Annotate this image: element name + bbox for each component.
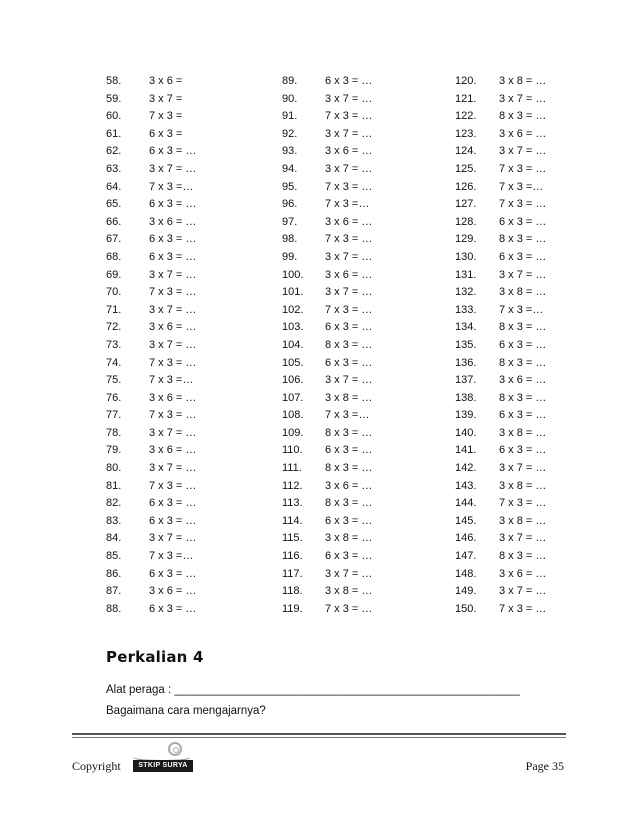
problem-number: 145. [455,514,477,527]
problem-number: 94. [282,162,298,175]
problem-number: 116. [282,550,303,563]
problem-expression: 7 x 3 =… [325,409,370,422]
problem-expression: 8 x 3 = … [499,110,547,123]
problem-number: 86. [106,567,122,580]
problem-expression: 3 x 8 = … [499,514,547,527]
problem-number: 147. [455,550,477,563]
problem-number: 134. [455,321,477,334]
problem-expression: 6 x 3 = … [499,338,547,351]
problem-expression: 3 x 6 = … [149,321,197,334]
problem-expression: 6 x 3 = … [325,550,373,563]
problem-number: 126. [455,180,477,193]
problem-expression: 8 x 3 = … [499,550,547,563]
problem-number: 130. [455,250,477,263]
problem-number: 115. [282,532,303,545]
problem-number: 102. [282,303,304,316]
problem-expression: 6 x 3 = … [149,602,197,615]
problem-number: 120. [455,75,477,87]
problem-expression: 3 x 7 = … [499,268,547,281]
problem-expression: 7 x 3 = … [325,303,373,316]
problem-number: 110. [282,444,303,457]
problem-expression: 8 x 3 = … [499,321,547,334]
problem-expression: 3 x 7 = … [325,250,373,263]
problem-expression: 7 x 3 =… [499,303,544,316]
problem-expression: 8 x 3 = … [325,338,373,351]
problem-number: 146. [455,532,477,545]
problem-expression: 6 x 3 = … [499,215,547,228]
problem-number: 84. [106,532,122,545]
footer-copyright: Copyright [72,759,121,773]
problem-expression: 6 x 3 = … [499,409,547,422]
problem-expression: 6 x 3 = … [325,444,373,457]
problem-number: 128. [455,215,477,228]
problem-expression: 6 x 3 = … [149,497,197,510]
problem-number: 76. [106,391,122,404]
problem-expression: 3 x 7 = … [149,462,197,475]
problem-expression: 3 x 6 = … [149,391,197,404]
problem-expression: 7 x 3 = … [499,198,547,211]
problem-expression: 3 x 8 = … [325,585,373,598]
problem-expression: 7 x 3 = … [499,602,547,615]
problem-number: 104. [282,338,304,351]
problem-expression: 3 x 8 = … [499,479,547,492]
problem-expression: 6 x 3 = … [149,567,197,580]
problem-expression: 3 x 7 = … [149,338,197,351]
problem-number: 65. [106,198,122,211]
problem-expression: 7 x 3 =… [325,198,370,211]
problem-number: 82. [106,497,122,510]
problem-expression: 7 x 3 = … [149,479,197,492]
problem-number: 131. [455,268,477,281]
page-number: Page 35 [525,759,564,773]
problem-expression: 3 x 6 = … [499,374,547,387]
problem-number: 135. [455,338,477,351]
problem-number: 148. [455,567,477,580]
problem-expression: 3 x 7 = … [149,162,197,175]
problem-expression: 3 x 6 = … [499,127,547,140]
problem-expression: 6 x 3 = … [149,233,197,246]
problem-number: 109. [282,426,304,439]
problem-expression: 7 x 3 = … [325,180,373,193]
problem-expression: 8 x 3 = … [325,497,373,510]
stkip-surya-logo [131,742,197,776]
problem-expression: 3 x 7 = … [499,585,547,598]
problem-expression: 6 x 3 = … [149,145,197,158]
problem-number: 93. [282,145,298,158]
problem-expression: 7 x 3 = … [149,356,197,369]
problem-expression: 3 x 6 = … [325,215,373,228]
problem-number: 141. [455,444,477,457]
problem-number: 59. [106,92,122,105]
problem-expression: 7 x 3 = … [325,110,373,123]
problem-expression: 3 x 6 = … [325,479,373,492]
logo-text: STKIP SURYA [133,760,193,772]
problem-number: 70. [106,286,122,299]
problem-number: 69. [106,268,122,281]
problem-expression: 6 x 3 = … [499,250,547,263]
problem-number: 122. [455,110,477,123]
problem-expression: 3 x 7 = … [499,145,547,158]
problem-expression: 3 x 7 = … [499,462,547,475]
problem-expression: 8 x 3 = … [325,462,373,475]
problem-number: 107. [282,391,304,404]
problem-number: 60. [106,110,122,123]
problem-number: 140. [455,426,477,439]
problem-expression: 3 x 7 = … [149,532,197,545]
problem-expression: 3 x 7 = … [325,162,373,175]
problem-number: 127. [455,198,477,211]
problem-expression: 3 x 7 = … [149,303,197,316]
problem-number: 81. [106,479,122,492]
problem-expression: 7 x 3 = … [325,233,373,246]
problem-number: 78. [106,426,122,439]
problem-number: 90. [282,92,298,105]
problem-expression: 3 x 6 = … [499,567,547,580]
problem-expression: 3 x 7 = … [499,92,547,105]
problem-number: 123. [455,127,477,140]
problem-expression: 7 x 3 = … [499,497,547,510]
problem-number: 150. [455,602,477,615]
problem-number: 97. [282,215,298,228]
problem-expression: 6 x 3 = [149,127,183,140]
problem-expression: 3 x 7 = … [325,567,373,580]
problem-expression: 6 x 3 = … [149,514,197,527]
problem-number: 58. [106,75,122,87]
problem-number: 114. [282,514,303,527]
problem-expression: 3 x 8 = … [499,286,547,299]
problem-expression: 6 x 3 = … [499,444,547,457]
problem-number: 64. [106,180,122,193]
problem-expression: 3 x 7 = … [325,127,373,140]
problem-expression: 7 x 3 =… [149,374,194,387]
problem-number: 142. [455,462,477,475]
problem-number: 101. [282,286,304,299]
problem-expression: 3 x 7 = … [325,92,373,105]
section-title: Perkalian 4 [106,648,204,666]
problem-expression: 8 x 3 = … [499,391,547,404]
problem-expression: 7 x 3 =… [149,550,194,563]
problem-number: 80. [106,462,122,475]
problem-number: 106. [282,374,304,387]
problem-number: 121. [455,92,477,105]
problem-number: 143. [455,479,477,492]
problem-expression: 3 x 6 = … [149,585,197,598]
problem-number: 105. [282,356,304,369]
problem-expression: 8 x 3 = … [499,356,547,369]
problem-number: 98. [282,233,298,246]
problem-number: 113. [282,497,303,510]
problem-number: 61. [106,127,122,140]
problem-number: 71. [106,303,122,316]
problem-expression: 3 x 8 = … [499,75,547,87]
teaching-question: Bagaimana cara mengajarnya? [106,705,266,717]
problem-number: 77. [106,409,122,422]
problem-expression: 6 x 3 = … [325,75,373,87]
footer-divider-thick [72,733,566,735]
problem-expression: 3 x 6 = … [325,145,373,158]
problem-number: 67. [106,233,122,246]
problem-number: 111. [282,462,302,475]
footer-divider-thin [72,737,566,738]
tool-label: Alat peraga : ______________________________________________________ [106,684,520,696]
problem-expression: 8 x 3 = … [499,233,547,246]
problem-expression: 7 x 3 =… [149,180,194,193]
problem-expression: 3 x 6 = … [149,444,197,457]
problem-expression: 6 x 3 = … [149,198,197,211]
problem-number: 88. [106,602,122,615]
problem-expression: 3 x 7 = … [499,532,547,545]
problem-expression: 6 x 3 = … [325,514,373,527]
problem-number: 138. [455,391,477,404]
problem-expression: 7 x 3 = … [325,602,373,615]
problem-number: 132. [455,286,477,299]
problem-number: 108. [282,409,304,422]
problem-number: 124. [455,145,477,158]
problem-number: 119. [282,602,303,615]
problem-expression: 7 x 3 = … [149,286,197,299]
problem-number: 85. [106,550,122,563]
problem-number: 137. [455,374,477,387]
problem-expression: 8 x 3 = … [325,426,373,439]
problem-expression: 6 x 3 = … [325,356,373,369]
problem-number: 129. [455,233,477,246]
problem-number: 125. [455,162,477,175]
problem-expression: 6 x 3 = … [149,250,197,263]
problem-number: 118. [282,585,303,598]
problem-number: 68. [106,250,122,263]
problem-number: 66. [106,215,122,228]
problem-number: 75. [106,374,122,387]
problem-number: 83. [106,514,122,527]
problem-expression: 3 x 7 = … [149,268,197,281]
problem-number: 63. [106,162,122,175]
problem-number: 91. [282,110,298,123]
problem-number: 92. [282,127,298,140]
problem-expression: 7 x 3 =… [499,180,544,193]
problem-number: 96. [282,198,298,211]
problem-expression: 7 x 3 = [149,110,183,123]
problem-expression: 3 x 8 = … [499,426,547,439]
problem-expression: 3 x 7 = … [325,286,373,299]
problem-expression: 3 x 7 = … [149,426,197,439]
problem-expression: 3 x 6 = … [149,215,197,228]
problem-number: 117. [282,567,303,580]
problem-expression: 7 x 3 = … [149,409,197,422]
problem-expression: 3 x 6 = [149,75,183,87]
problem-expression: 3 x 8 = … [325,532,373,545]
problem-number: 99. [282,250,298,263]
problem-expression: 3 x 7 = [149,92,183,105]
problem-number: 100. [282,268,304,281]
problem-expression: 6 x 3 = … [325,321,373,334]
problem-number: 73. [106,338,122,351]
problem-number: 112. [282,479,303,492]
problem-number: 95. [282,180,298,193]
problem-expression: 3 x 7 = … [325,374,373,387]
problem-number: 144. [455,497,477,510]
problem-number: 149. [455,585,477,598]
problem-expression: 3 x 6 = … [325,268,373,281]
problem-number: 103. [282,321,304,334]
problem-number: 74. [106,356,122,369]
problem-number: 139. [455,409,477,422]
problem-number: 136. [455,356,477,369]
problem-expression: 7 x 3 = … [499,162,547,175]
problem-expression: 3 x 8 = … [325,391,373,404]
problem-number: 87. [106,585,122,598]
problem-number: 89. [282,75,298,87]
problem-number: 72. [106,321,122,334]
problem-number: 62. [106,145,122,158]
problem-number: 79. [106,444,122,457]
problem-number: 133. [455,303,477,316]
